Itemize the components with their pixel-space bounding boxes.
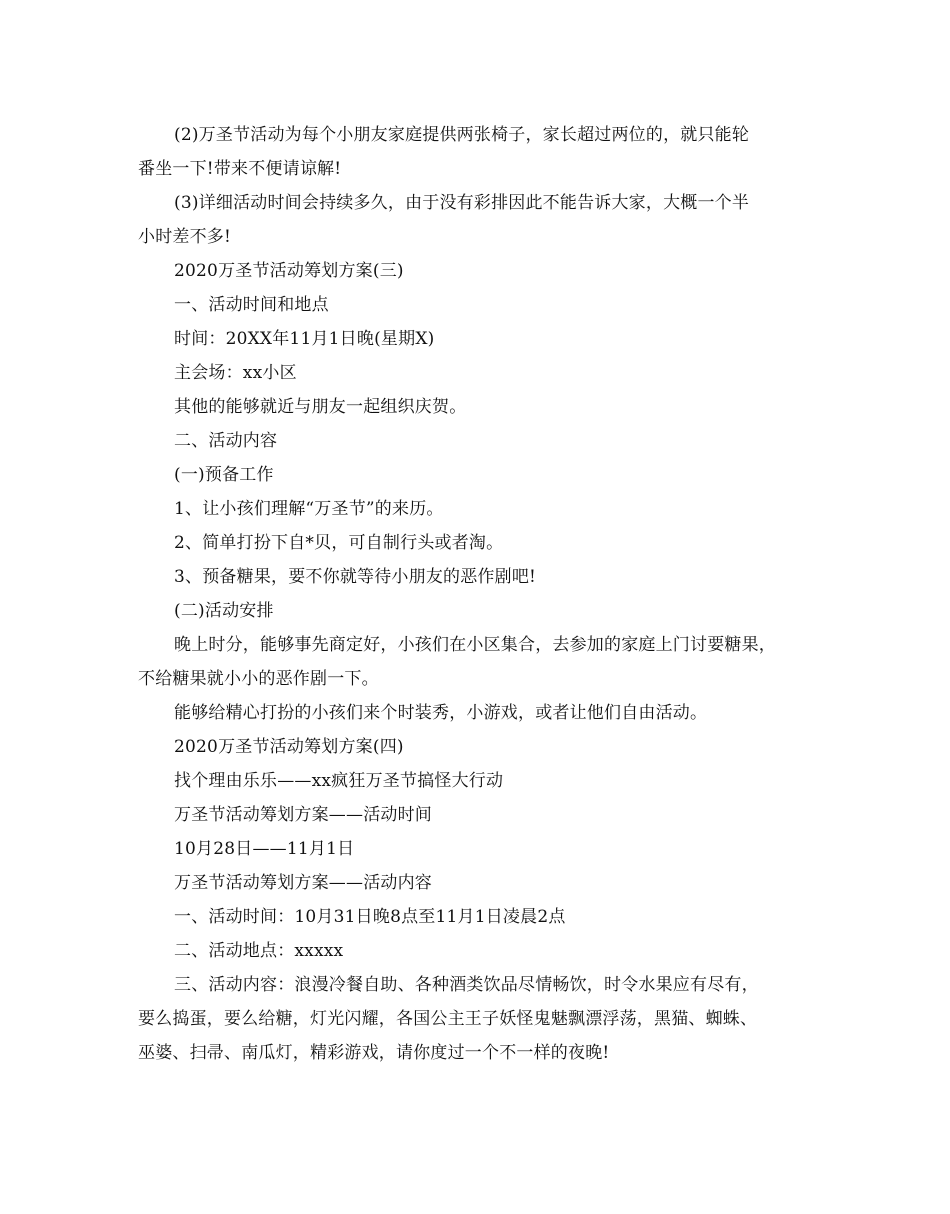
text-line: 不给糖果就小小的恶作剧一下。 [138,669,379,689]
text-line: 2020万圣节活动筹划方案(三) [174,261,404,281]
text-line: 主会场：xx小区 [174,363,297,383]
text-line: 小时差不多! [138,227,232,247]
text-line: 一、活动时间和地点 [174,295,329,315]
text-line: 万圣节活动筹划方案——活动时间 [174,805,432,825]
text-line: 找个理由乐乐——xx疯狂万圣节搞怪大行动 [174,771,504,791]
text-line: 其他的能够就近与朋友一起组织庆贺。 [174,397,467,417]
text-line: 时间：20XX年11月1日晚(星期X) [174,329,435,349]
text-line: 二、活动地点：xxxxx [174,941,344,961]
text-line: 三、活动内容：浪漫冷餐自助、各种酒类饮品尽情畅饮，时令水果应有尽有， [174,975,759,995]
text-line: 1、让小孩们理解“万圣节”的来历。 [174,499,444,519]
text-line: (一)预备工作 [174,465,274,485]
text-line: 万圣节活动筹划方案——活动内容 [174,873,432,893]
text-line: (二)活动安排 [174,601,274,621]
text-line: 要么捣蛋，要么给糖，灯光闪耀，各国公主王子妖怪鬼魅飘漂浮荡，黑猫、蜘蛛、 [138,1009,758,1029]
text-line: 一、活动时间：10月31日晚8点至11月1日凌晨2点 [174,907,566,927]
text-line: 3、预备糖果，要不你就等待小朋友的恶作剧吧! [174,567,537,587]
text-line: 番坐一下!带来不便请谅解! [138,159,342,179]
text-line: 晚上时分，能够事先商定好，小孩们在小区集合，去参加的家庭上门讨要糖果， [174,635,776,655]
text-line: 10月28日——11月1日 [174,839,355,859]
text-line: (3)详细活动时间会持续多久，由于没有彩排因此不能告诉大家，大概一个半 [174,193,750,213]
text-line: 巫婆、扫帚、南瓜灯，精彩游戏，请你度过一个不一样的夜晚! [138,1043,610,1063]
text-line: (2)万圣节活动为每个小朋友家庭提供两张椅子，家长超过两位的，就只能轮 [174,125,750,145]
text-line: 2020万圣节活动筹划方案(四) [174,737,404,757]
text-line: 二、活动内容 [174,431,278,451]
text-line: 2、简单打扮下自*贝，可自制行头或者淘。 [174,533,504,553]
document-body [138,118,830,1070]
text-line: 能够给精心打扮的小孩们来个时装秀，小游戏，或者让他们自由活动。 [174,703,708,723]
